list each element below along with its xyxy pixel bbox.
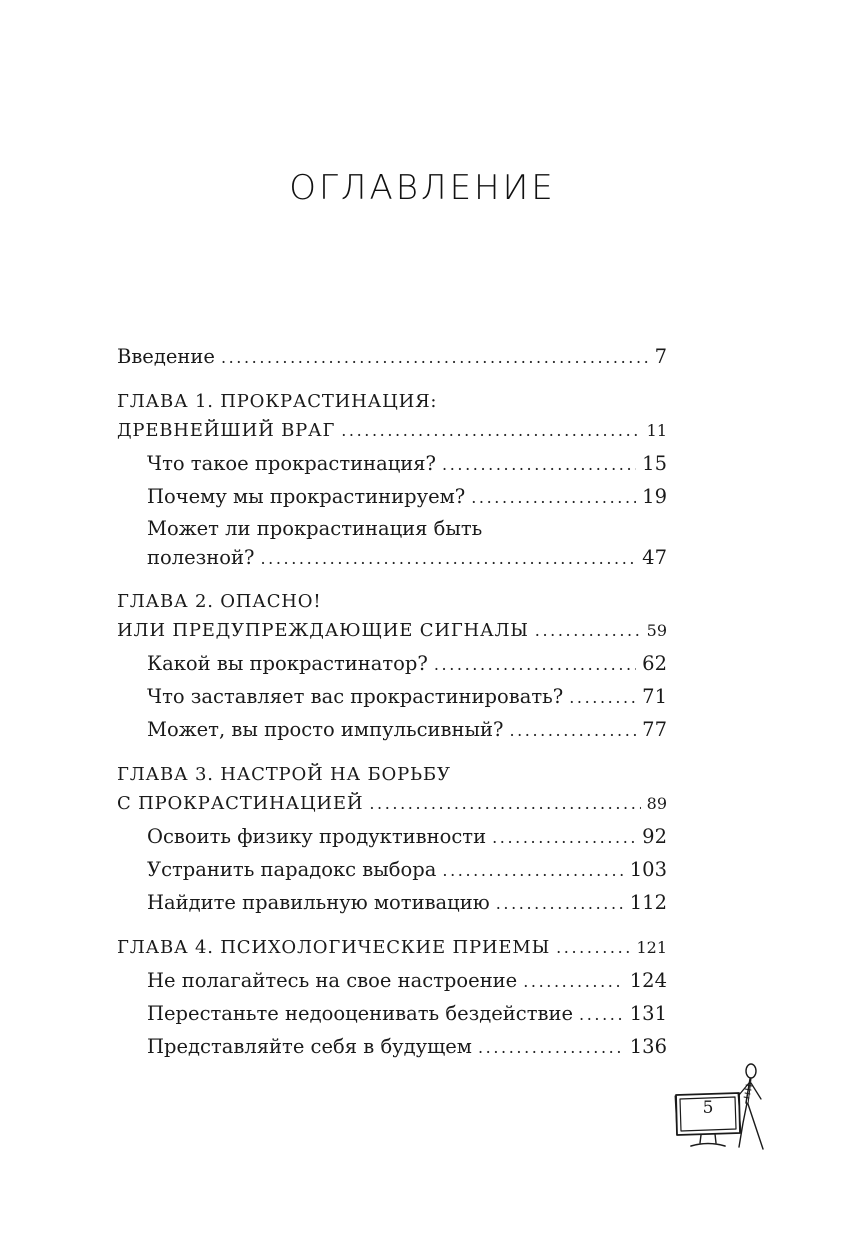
toc-entry-chapter-2[interactable] (117, 616, 667, 646)
toc-entry-section[interactable] (147, 888, 667, 919)
toc-page-number: 92 (642, 825, 667, 848)
dot-leader (496, 889, 624, 919)
dot-leader (579, 1000, 624, 1030)
dot-leader (523, 967, 624, 997)
toc-page-number: 121 (636, 938, 667, 957)
toc-entry-label: Найдите правильную мотивацию (147, 891, 490, 914)
toc-entry-label: ГЛАВА 4. ПСИХОЛОГИЧЕСКИЕ ПРИЕМЫ (117, 937, 551, 958)
toc-entry-label: Почему мы прокрастинируем? (147, 485, 466, 508)
toc-entry-section[interactable] (147, 482, 667, 513)
toc-page-number: 62 (642, 652, 667, 675)
toc-entry-label: Перестаньте недооценивать бездействие (147, 1002, 574, 1025)
toc-entry-section[interactable] (147, 822, 667, 853)
toc-entry-label: Не полагайтесь на свое настроение (147, 969, 518, 992)
toc-page-number: 89 (646, 794, 667, 813)
dot-leader (434, 650, 636, 680)
dot-leader (478, 1033, 624, 1063)
chapter-1-heading-line1: ГЛАВА 1. ПРОКРАСТИНАЦИЯ: (117, 391, 438, 412)
toc-entry-label: С ПРОКРАСТИНАЦИЕЙ (117, 793, 364, 814)
dot-leader (556, 933, 630, 963)
dot-leader (569, 683, 636, 713)
dot-leader (221, 343, 649, 373)
dot-leader (442, 856, 623, 886)
toc-entry-chapter-1[interactable] (117, 416, 667, 446)
dot-leader (535, 616, 641, 646)
dot-leader (509, 716, 636, 746)
toc-entry-section[interactable] (147, 649, 667, 680)
toc-entry-section[interactable] (147, 966, 667, 997)
dot-leader (492, 823, 636, 853)
toc-entry-section[interactable] (147, 449, 667, 480)
toc-entry-section[interactable] (147, 682, 667, 713)
toc-entry-label: Устранить парадокс выбора (147, 858, 437, 881)
dot-leader (369, 789, 640, 819)
dot-leader (341, 416, 640, 446)
toc-page-number: 124 (629, 969, 667, 992)
toc-entry-label: Что заставляет вас прокрастинировать? (147, 685, 564, 708)
toc-page-number: 7 (654, 345, 667, 368)
toc-entry-section[interactable] (147, 855, 667, 886)
toc-entry-section-line1: Может ли прокрастинация быть (147, 517, 483, 540)
toc-entry-label: полезной? (147, 546, 255, 569)
toc-page-number: 15 (642, 452, 667, 475)
toc-entry-intro[interactable] (117, 342, 667, 373)
chapter-2-heading-line1: ГЛАВА 2. ОПАСНО! (117, 591, 322, 612)
toc-entry-label: Какой вы прокрастинатор? (147, 652, 428, 675)
toc-entry-label: Освоить физику продуктивности (147, 825, 487, 848)
toc-entry-section[interactable] (147, 1032, 667, 1063)
page-title: ОГЛАВЛЕНИЕ (289, 168, 556, 208)
dot-leader (261, 544, 637, 574)
toc-entry-chapter-3[interactable] (117, 789, 667, 819)
toc-page-number: 19 (642, 485, 667, 508)
toc-page-number: 112 (629, 891, 667, 914)
toc-page-number: 131 (629, 1002, 667, 1025)
dot-leader (471, 483, 636, 513)
toc-page-number: 77 (642, 718, 667, 741)
toc-entry-label: Что такое прокрастинация? (147, 452, 437, 475)
chapter-3-heading-line1: ГЛАВА 3. НАСТРОЙ НА БОРЬБУ (117, 764, 451, 785)
toc-entry-section[interactable] (147, 543, 667, 574)
toc-entry-label: Может, вы просто импульсивный? (147, 718, 504, 741)
toc-entry-section[interactable] (147, 715, 667, 746)
toc-entry-label: ИЛИ ПРЕДУПРЕЖДАЮЩИЕ СИГНАЛЫ (117, 620, 529, 641)
toc-page-number: 71 (642, 685, 667, 708)
dot-leader (442, 450, 636, 480)
toc-page-number: 59 (646, 621, 667, 640)
toc-page-number: 47 (642, 546, 667, 569)
toc-entry-section[interactable] (147, 999, 667, 1030)
toc-page-number: 136 (629, 1035, 667, 1058)
toc-page-number: 103 (629, 858, 667, 881)
page-number: 5 (702, 1098, 714, 1118)
toc-entry-chapter-4[interactable] (117, 933, 667, 963)
toc-entry-label: Представляйте себя в будущем (147, 1035, 472, 1058)
toc-page-number: 11 (646, 421, 667, 440)
toc-entry-label: Введение (117, 345, 215, 368)
toc-entry-label: ДРЕВНЕЙШИЙ ВРАГ (117, 420, 336, 441)
